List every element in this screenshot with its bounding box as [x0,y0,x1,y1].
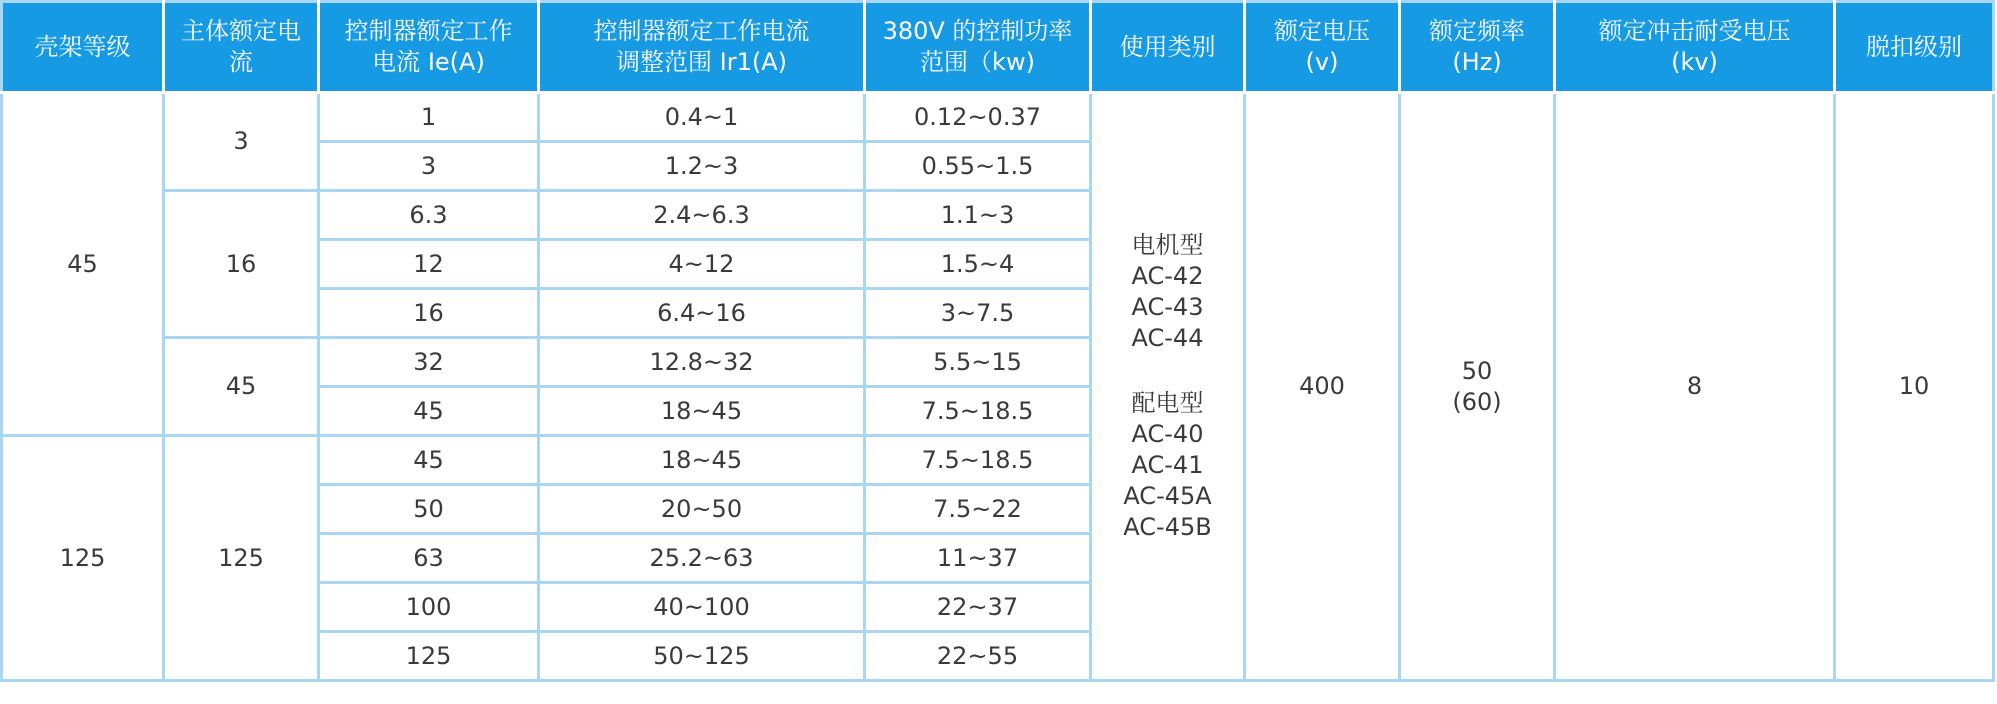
cell-ir1: 20~50 [539,485,865,534]
cell-rated-frequency [1400,93,1555,681]
header-rated-frequency [1400,2,1555,93]
cell-main-current: 3 [164,93,319,191]
header-row [2,2,1994,93]
cell-power: 22~37 [865,583,1091,632]
cell-ie: 45 [319,387,539,436]
cell-power: 22~55 [865,632,1091,681]
usage-type: AC-42 [1131,262,1204,290]
cell-ir1: 6.4~16 [539,289,865,338]
cell-impulse-voltage: 8 [1555,93,1835,681]
header-frame-level [2,2,164,93]
cell-power: 0.55~1.5 [865,142,1091,191]
cell-ir1: 18~45 [539,387,865,436]
cell-power: 3~7.5 [865,289,1091,338]
cell-power: 0.12~0.37 [865,93,1091,142]
cell-ie: 100 [319,583,539,632]
header-text: 壳架等级 [34,32,131,61]
header-text: (Hz) [1452,48,1502,76]
cell-rated-voltage: 400 [1245,93,1400,681]
cell-power: 7.5~18.5 [865,387,1091,436]
header-text: 额定电压 [1274,17,1370,45]
frequency-alt-value: (60) [1452,387,1502,416]
cell-power: 1.5~4 [865,240,1091,289]
cell-ie: 45 [319,436,539,485]
header-text: 调整范围 Ir1(A) [616,48,787,76]
frequency-value: 50 [1461,356,1493,385]
cell-ir1: 50~125 [539,632,865,681]
cell-power: 11~37 [865,534,1091,583]
cell-ie: 63 [319,534,539,583]
header-control-power [865,2,1091,93]
usage-type: AC-40 [1131,420,1204,448]
header-rated-voltage [1245,2,1400,93]
cell-frame-level: 125 [2,436,164,681]
header-text: 电流 Ie(A) [372,48,485,76]
header-main-current [164,2,319,93]
usage-type: AC-45B [1123,513,1212,541]
cell-ir1: 0.4~1 [539,93,865,142]
cell-power: 1.1~3 [865,191,1091,240]
header-text: (kv) [1671,48,1718,76]
cell-main-current: 125 [164,436,319,681]
usage-distribution-title: 配电型 [1131,389,1204,417]
header-trip-class [1835,2,1994,93]
usage-motor-title: 电机型 [1131,231,1204,259]
cell-trip-class: 10 [1835,93,1994,681]
cell-power: 5.5~15 [865,338,1091,387]
cell-ie: 12 [319,240,539,289]
header-adjust-range-ir1 [539,2,865,93]
cell-ir1: 18~45 [539,436,865,485]
cell-ie: 6.3 [319,191,539,240]
header-usage-category [1091,2,1245,93]
cell-main-current: 16 [164,191,319,338]
header-text: 额定冲击耐受电压 [1598,17,1791,45]
header-text: 范围（kw) [920,48,1035,76]
usage-distribution-group [1092,388,1243,543]
cell-ie: 1 [319,93,539,142]
cell-ir1: 2.4~6.3 [539,191,865,240]
cell-main-current: 45 [164,338,319,436]
header-rated-current-ie [319,2,539,93]
usage-type: AC-41 [1131,451,1204,479]
cell-ir1: 12.8~32 [539,338,865,387]
header-text: 使用类别 [1119,32,1216,61]
cell-ie: 32 [319,338,539,387]
usage-motor-group [1092,230,1243,354]
usage-type: AC-44 [1131,324,1204,352]
header-text: 主体额定电 [181,17,301,45]
cell-ir1: 4~12 [539,240,865,289]
cell-ir1: 40~100 [539,583,865,632]
table-row [2,93,1994,142]
header-text: 脱扣级别 [1866,32,1962,61]
cell-ie: 50 [319,485,539,534]
cell-ir1: 1.2~3 [539,142,865,191]
cell-usage-category [1091,93,1245,681]
usage-type: AC-45A [1123,482,1212,510]
header-text: 流 [229,48,253,76]
cell-power: 7.5~18.5 [865,436,1091,485]
cell-power: 7.5~22 [865,485,1091,534]
usage-type: AC-43 [1131,293,1204,321]
cell-ie: 125 [319,632,539,681]
cell-frame-level: 45 [2,93,164,436]
header-text: (v) [1305,48,1339,76]
header-text: 额定频率 [1429,17,1525,45]
header-text: 控制器额定工作电流 [593,17,810,45]
cell-ie: 16 [319,289,539,338]
cell-ir1: 25.2~63 [539,534,865,583]
cell-ie: 3 [319,142,539,191]
header-impulse-voltage [1555,2,1835,93]
header-text: 控制器额定工作 [344,17,513,45]
header-text: 380V 的控制功率 [882,17,1073,45]
